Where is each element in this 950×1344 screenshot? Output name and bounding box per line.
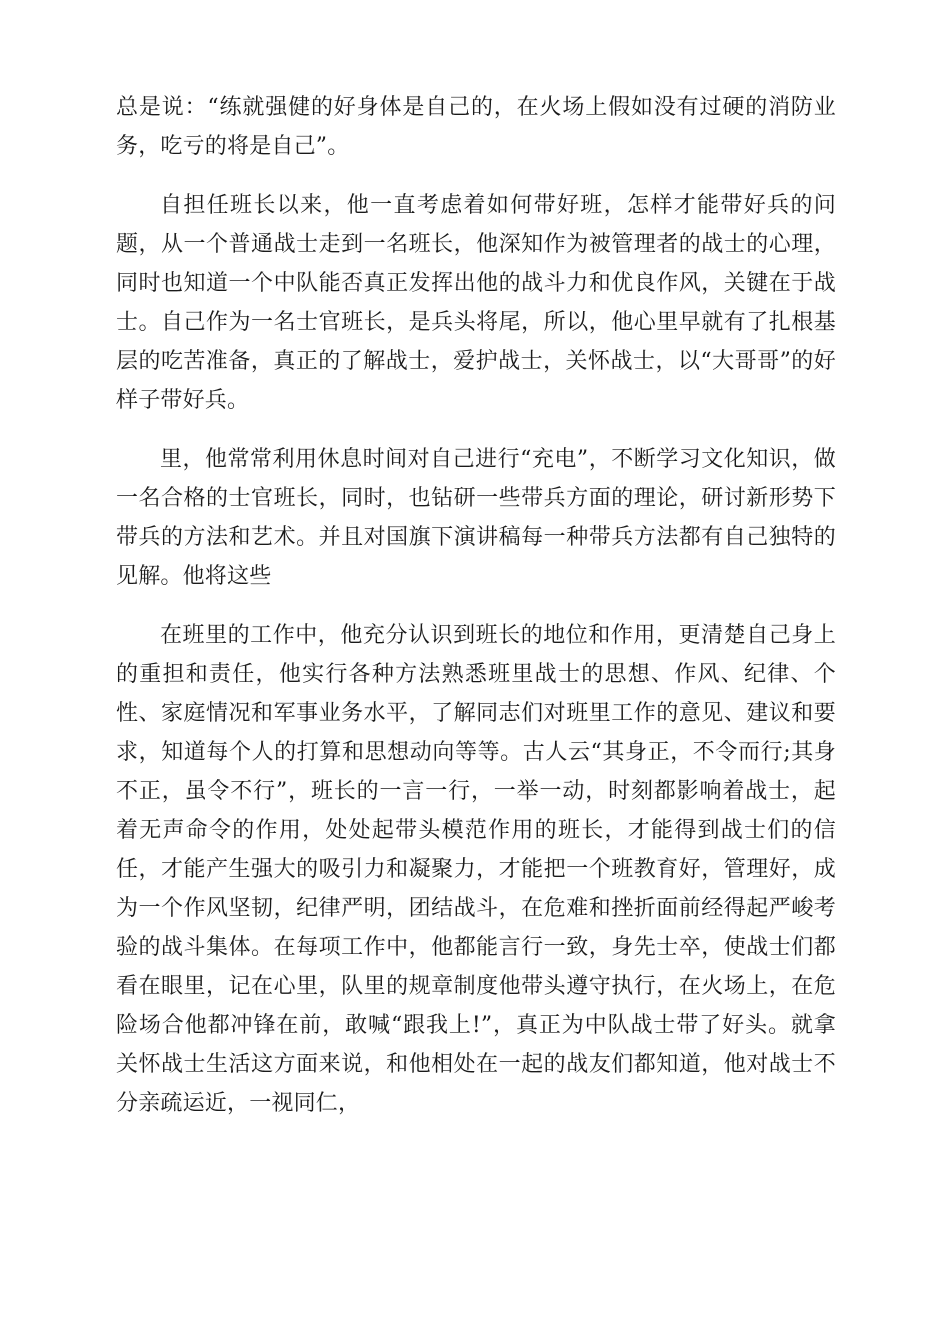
paragraph-3: 里，他常常利用休息时间对自己进行“充电”，不断学习文化知识，做一名合格的士官班长，同时，也钻研一些带兵方面的理论，研讨新形势下带兵的方法和艺术。并且对国旗下演讲稿每一种带兵方法都有自己独特的见解。他将这些: [116, 447, 836, 589]
document-body: [116, 88, 836, 1143]
paragraph-4: 在班里的工作中，他充分认识到班长的地位和作用，更清楚自己身上的重担和责任，他实行各种方法熟悉班里战士的思想、作风、纪律、个性、家庭情况和军事业务水平，了解同志们对班里工作的意见、建议和要求，知道每个人的打算和思想动向等等。古人云“其身正，不令而行;其身不正，虽令不行”，班长的一言一行，一举一动，时刻都影响着战士，起着无声命令的作用，处处起带头模范作用的班长，才能得到战士们的信任，才能产生强大的吸引力和凝聚力，才能把一个班教育好，管理好，成为一个作风坚韧，纪律严明，团结战斗，在危难和挫折面前经得起严峻考验的战斗集体。在每项工作中，他都能言行一致，身先士卒，使战士们都看在眼里，记在心里，队里的规章制度他带头遵守执行，在火场上，在危险场合他都冲锋在前，敢喊“跟我上!”，真正为中队战士带了好头。就拿关怀战士生活这方面来说，和他相处在一起的战友们都知道，他对战士不分亲疏运近，一视同仁，: [116, 623, 836, 1116]
paragraph-2: 自担任班长以来，他一直考虑着如何带好班，怎样才能带好兵的问题，从一个普通战士走到一名班长，他深知作为被管理者的战士的心理，同时也知道一个中队能否真正发挥出他的战斗力和优良作风，关键在于战士。自己作为一名士官班长，是兵头将尾，所以，他心里早就有了扎根基层的吃苦准备，真正的了解战士，爱护战士，关怀战士，以“大哥哥”的好样子带好兵。: [116, 193, 836, 413]
paragraph-1: 总是说：“练就强健的好身体是自己的，在火场上假如没有过硬的消防业务，吃亏的将是自己”。: [116, 95, 836, 159]
